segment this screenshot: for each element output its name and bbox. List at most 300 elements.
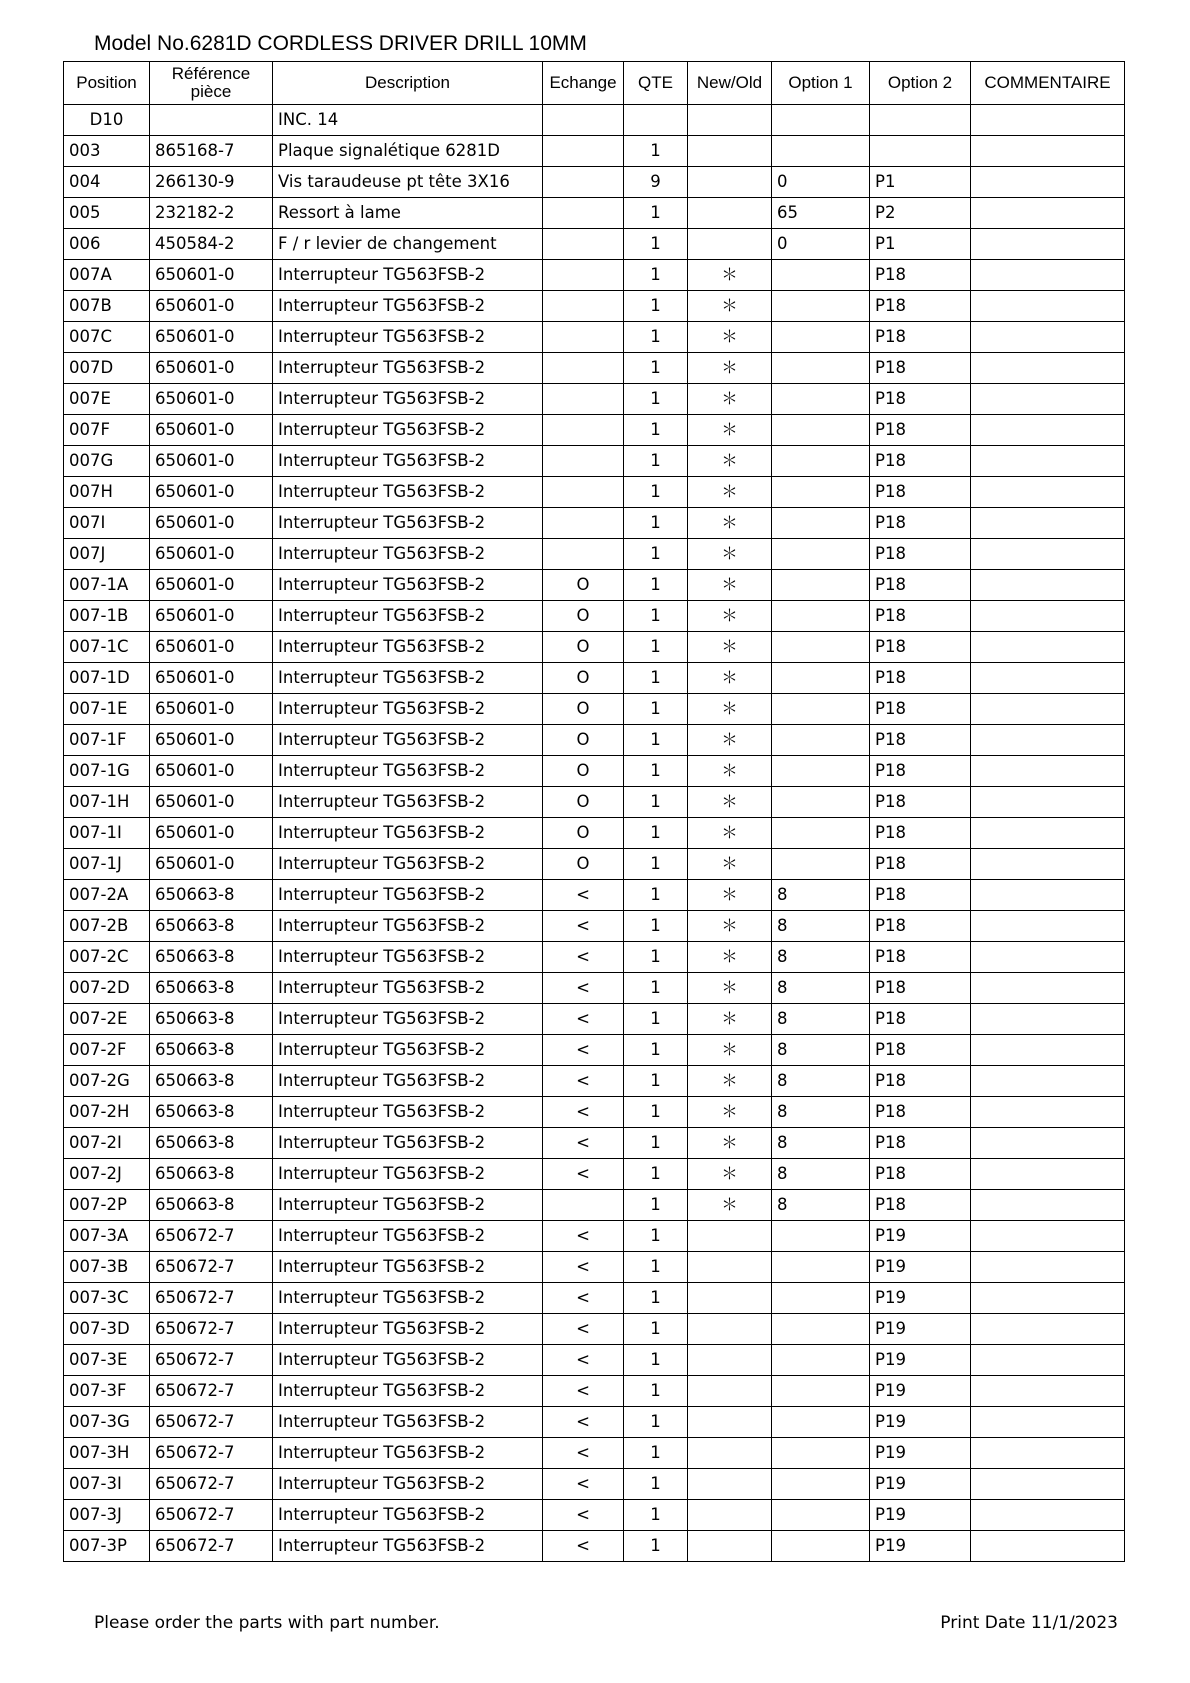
cell-reference: 650663-8 [150, 911, 273, 942]
cell-option2: P18 [870, 353, 971, 384]
cell-echange: O [543, 818, 624, 849]
cell-new-old [688, 1376, 772, 1407]
cell-reference: 650672-7 [150, 1221, 273, 1252]
cell-position: 007I [64, 508, 150, 539]
cell-commentaire [971, 787, 1125, 818]
cell-reference: 650672-7 [150, 1314, 273, 1345]
cell-description: Interrupteur TG563FSB-2 [273, 1097, 543, 1128]
order-note: Please order the parts with part number. [94, 1613, 440, 1633]
cell-description: Plaque signalétique 6281D [273, 136, 543, 167]
cell-description: Interrupteur TG563FSB-2 [273, 446, 543, 477]
cell-qte: 1 [624, 632, 688, 663]
cell-position: 007-1F [64, 725, 150, 756]
cell-option2 [870, 136, 971, 167]
cell-reference: 450584-2 [150, 229, 273, 260]
cell-reference: 650601-0 [150, 663, 273, 694]
cell-new-old: ＊ [688, 291, 772, 322]
cell-commentaire [971, 942, 1125, 973]
cell-new-old: ＊ [688, 694, 772, 725]
cell-new-old: ＊ [688, 322, 772, 353]
cell-option1 [772, 570, 870, 601]
cell-option2: P18 [870, 291, 971, 322]
cell-commentaire [971, 1407, 1125, 1438]
cell-new-old: ＊ [688, 1097, 772, 1128]
cell-position: 007-2F [64, 1035, 150, 1066]
cell-qte: 1 [624, 1283, 688, 1314]
cell-commentaire [971, 880, 1125, 911]
cell-commentaire [971, 973, 1125, 1004]
cell-qte: 1 [624, 1066, 688, 1097]
cell-option1 [772, 1221, 870, 1252]
cell-description: Interrupteur TG563FSB-2 [273, 694, 543, 725]
cell-commentaire [971, 477, 1125, 508]
cell-commentaire [971, 849, 1125, 880]
cell-description: Interrupteur TG563FSB-2 [273, 353, 543, 384]
cell-option1 [772, 384, 870, 415]
cell-reference: 650663-8 [150, 942, 273, 973]
cell-echange: < [543, 973, 624, 1004]
table-row [64, 942, 1125, 973]
cell-option2: P18 [870, 973, 971, 1004]
cell-description: Interrupteur TG563FSB-2 [273, 756, 543, 787]
cell-option1 [772, 756, 870, 787]
cell-commentaire [971, 136, 1125, 167]
cell-qte: 1 [624, 1252, 688, 1283]
cell-option1 [772, 353, 870, 384]
cell-reference: 650663-8 [150, 1097, 273, 1128]
column-header-qte: QTE [624, 62, 688, 105]
cell-option2: P19 [870, 1438, 971, 1469]
cell-qte: 1 [624, 1376, 688, 1407]
table-row [64, 880, 1125, 911]
cell-echange [543, 136, 624, 167]
cell-qte: 1 [624, 477, 688, 508]
cell-description: INC. 14 [273, 105, 543, 136]
cell-qte: 1 [624, 198, 688, 229]
cell-option2: P18 [870, 1190, 971, 1221]
cell-echange: < [543, 1097, 624, 1128]
cell-position: 007F [64, 415, 150, 446]
cell-position: 007J [64, 539, 150, 570]
cell-option2: P18 [870, 911, 971, 942]
cell-echange [543, 322, 624, 353]
table-row [64, 1531, 1125, 1562]
cell-echange [543, 353, 624, 384]
cell-position: D10 [64, 105, 150, 136]
cell-option2: P18 [870, 942, 971, 973]
cell-qte: 1 [624, 1314, 688, 1345]
cell-qte: 1 [624, 942, 688, 973]
table-row [64, 105, 1125, 136]
table-row [64, 1345, 1125, 1376]
table-row [64, 508, 1125, 539]
cell-new-old [688, 1469, 772, 1500]
cell-commentaire [971, 1128, 1125, 1159]
cell-position: 007B [64, 291, 150, 322]
cell-option1 [772, 725, 870, 756]
cell-option2: P18 [870, 384, 971, 415]
cell-description: Interrupteur TG563FSB-2 [273, 1438, 543, 1469]
cell-position: 007-3A [64, 1221, 150, 1252]
cell-echange: O [543, 570, 624, 601]
cell-echange [543, 105, 624, 136]
cell-commentaire [971, 1376, 1125, 1407]
cell-echange [543, 229, 624, 260]
cell-new-old: ＊ [688, 1159, 772, 1190]
cell-option2: P18 [870, 477, 971, 508]
cell-description: Interrupteur TG563FSB-2 [273, 1066, 543, 1097]
cell-reference: 650601-0 [150, 353, 273, 384]
cell-position: 007-3H [64, 1438, 150, 1469]
cell-commentaire [971, 1469, 1125, 1500]
column-header-reference [150, 62, 273, 105]
cell-echange: < [543, 1128, 624, 1159]
cell-commentaire [971, 694, 1125, 725]
cell-echange [543, 198, 624, 229]
cell-description: Interrupteur TG563FSB-2 [273, 818, 543, 849]
cell-position: 004 [64, 167, 150, 198]
cell-qte: 1 [624, 725, 688, 756]
table-row [64, 384, 1125, 415]
cell-description: Interrupteur TG563FSB-2 [273, 1128, 543, 1159]
cell-qte: 1 [624, 1345, 688, 1376]
cell-description: Interrupteur TG563FSB-2 [273, 1407, 543, 1438]
cell-description: Interrupteur TG563FSB-2 [273, 601, 543, 632]
cell-position: 007-2D [64, 973, 150, 1004]
cell-option2: P18 [870, 570, 971, 601]
cell-new-old: ＊ [688, 353, 772, 384]
cell-option2: P19 [870, 1221, 971, 1252]
cell-position: 005 [64, 198, 150, 229]
cell-option1 [772, 136, 870, 167]
cell-commentaire [971, 1190, 1125, 1221]
cell-qte: 1 [624, 880, 688, 911]
cell-reference: 650672-7 [150, 1252, 273, 1283]
cell-commentaire [971, 198, 1125, 229]
cell-echange: O [543, 725, 624, 756]
cell-position: 007-3B [64, 1252, 150, 1283]
cell-description: Interrupteur TG563FSB-2 [273, 1159, 543, 1190]
table-row [64, 1190, 1125, 1221]
cell-option1 [772, 1283, 870, 1314]
cell-echange [543, 291, 624, 322]
cell-qte: 1 [624, 1035, 688, 1066]
cell-echange: O [543, 756, 624, 787]
cell-reference: 650601-0 [150, 291, 273, 322]
cell-reference: 650672-7 [150, 1500, 273, 1531]
cell-commentaire [971, 322, 1125, 353]
cell-reference: 650672-7 [150, 1407, 273, 1438]
cell-option2: P18 [870, 446, 971, 477]
cell-position: 007-1J [64, 849, 150, 880]
cell-option1 [772, 694, 870, 725]
cell-reference: 650601-0 [150, 260, 273, 291]
cell-new-old: ＊ [688, 756, 772, 787]
cell-commentaire [971, 291, 1125, 322]
column-header-new-old: New/Old [688, 62, 772, 105]
cell-option2: P18 [870, 1066, 971, 1097]
cell-description: Interrupteur TG563FSB-2 [273, 1004, 543, 1035]
table-row [64, 694, 1125, 725]
cell-reference: 650601-0 [150, 322, 273, 353]
table-header-row [64, 62, 1125, 105]
cell-option2: P18 [870, 1035, 971, 1066]
cell-echange: < [543, 1035, 624, 1066]
cell-reference: 650672-7 [150, 1531, 273, 1562]
cell-description: Interrupteur TG563FSB-2 [273, 539, 543, 570]
cell-new-old: ＊ [688, 1004, 772, 1035]
column-header-commentaire: COMMENTAIRE [971, 62, 1125, 105]
cell-echange: < [543, 1345, 624, 1376]
cell-qte: 1 [624, 539, 688, 570]
cell-description: Interrupteur TG563FSB-2 [273, 1376, 543, 1407]
cell-reference: 650672-7 [150, 1345, 273, 1376]
cell-description: Interrupteur TG563FSB-2 [273, 260, 543, 291]
cell-description: Interrupteur TG563FSB-2 [273, 1252, 543, 1283]
cell-description: Interrupteur TG563FSB-2 [273, 942, 543, 973]
cell-qte: 1 [624, 756, 688, 787]
cell-option1 [772, 105, 870, 136]
cell-option1 [772, 1345, 870, 1376]
table-row [64, 477, 1125, 508]
cell-echange: < [543, 1314, 624, 1345]
table-row [64, 725, 1125, 756]
cell-qte: 1 [624, 818, 688, 849]
cell-position: 007-2J [64, 1159, 150, 1190]
cell-commentaire [971, 229, 1125, 260]
cell-option2: P18 [870, 1004, 971, 1035]
cell-echange: < [543, 1469, 624, 1500]
cell-new-old: ＊ [688, 818, 772, 849]
cell-echange: < [543, 1283, 624, 1314]
cell-position: 007-2B [64, 911, 150, 942]
cell-reference: 650601-0 [150, 539, 273, 570]
cell-reference: 650601-0 [150, 725, 273, 756]
table-row [64, 167, 1125, 198]
table-row [64, 1159, 1125, 1190]
cell-commentaire [971, 663, 1125, 694]
cell-description: Interrupteur TG563FSB-2 [273, 725, 543, 756]
cell-qte: 1 [624, 260, 688, 291]
cell-qte [624, 105, 688, 136]
cell-commentaire [971, 911, 1125, 942]
cell-new-old [688, 1314, 772, 1345]
cell-qte: 1 [624, 1128, 688, 1159]
cell-position: 007-3C [64, 1283, 150, 1314]
table-body [64, 105, 1125, 1562]
table-row [64, 1004, 1125, 1035]
cell-new-old [688, 136, 772, 167]
table-row [64, 136, 1125, 167]
cell-echange: O [543, 849, 624, 880]
cell-commentaire [971, 446, 1125, 477]
table-row [64, 1221, 1125, 1252]
cell-description: Interrupteur TG563FSB-2 [273, 1345, 543, 1376]
cell-echange: < [543, 1252, 624, 1283]
table-row [64, 756, 1125, 787]
cell-description: Interrupteur TG563FSB-2 [273, 477, 543, 508]
cell-commentaire [971, 1283, 1125, 1314]
cell-new-old [688, 1345, 772, 1376]
cell-qte: 1 [624, 973, 688, 1004]
cell-qte: 1 [624, 911, 688, 942]
cell-echange [543, 415, 624, 446]
table-row [64, 1252, 1125, 1283]
column-header-option2: Option 2 [870, 62, 971, 105]
table-row [64, 1314, 1125, 1345]
cell-reference: 650601-0 [150, 477, 273, 508]
cell-description: Interrupteur TG563FSB-2 [273, 849, 543, 880]
cell-description: Interrupteur TG563FSB-2 [273, 1035, 543, 1066]
cell-echange [543, 260, 624, 291]
cell-qte: 1 [624, 1469, 688, 1500]
cell-option2: P19 [870, 1252, 971, 1283]
cell-option2: P1 [870, 167, 971, 198]
cell-option1 [772, 1252, 870, 1283]
cell-option1 [772, 539, 870, 570]
cell-position: 007-2E [64, 1004, 150, 1035]
cell-position: 007-2H [64, 1097, 150, 1128]
table-row [64, 911, 1125, 942]
cell-option1: 8 [772, 1097, 870, 1128]
cell-commentaire [971, 353, 1125, 384]
cell-option1 [772, 508, 870, 539]
cell-qte: 1 [624, 1438, 688, 1469]
cell-commentaire [971, 105, 1125, 136]
cell-reference: 650663-8 [150, 1035, 273, 1066]
cell-option2 [870, 105, 971, 136]
cell-option2: P18 [870, 1159, 971, 1190]
cell-option1 [772, 1531, 870, 1562]
cell-reference: 650601-0 [150, 601, 273, 632]
cell-position: 006 [64, 229, 150, 260]
cell-option2: P19 [870, 1283, 971, 1314]
cell-reference: 650672-7 [150, 1283, 273, 1314]
table-row [64, 787, 1125, 818]
cell-option2: P18 [870, 756, 971, 787]
cell-commentaire [971, 1500, 1125, 1531]
cell-position: 007-2I [64, 1128, 150, 1159]
cell-option2: P19 [870, 1469, 971, 1500]
cell-option2: P19 [870, 1531, 971, 1562]
cell-description: Interrupteur TG563FSB-2 [273, 322, 543, 353]
cell-option1: 0 [772, 229, 870, 260]
cell-qte: 1 [624, 570, 688, 601]
cell-reference: 650601-0 [150, 849, 273, 880]
cell-new-old: ＊ [688, 973, 772, 1004]
table-row [64, 291, 1125, 322]
cell-echange: < [543, 880, 624, 911]
cell-description: Vis taraudeuse pt tête 3X16 [273, 167, 543, 198]
cell-option1: 8 [772, 1159, 870, 1190]
cell-reference: 650601-0 [150, 787, 273, 818]
cell-qte: 1 [624, 663, 688, 694]
cell-echange [543, 167, 624, 198]
cell-echange: O [543, 694, 624, 725]
cell-reference: 650601-0 [150, 818, 273, 849]
cell-option1 [772, 1376, 870, 1407]
cell-description: Interrupteur TG563FSB-2 [273, 384, 543, 415]
cell-new-old [688, 1438, 772, 1469]
cell-qte: 1 [624, 508, 688, 539]
cell-option2: P19 [870, 1345, 971, 1376]
cell-echange: < [543, 1221, 624, 1252]
cell-qte: 1 [624, 384, 688, 415]
cell-option2: P18 [870, 322, 971, 353]
cell-reference: 650663-8 [150, 880, 273, 911]
cell-option2: P18 [870, 601, 971, 632]
cell-commentaire [971, 632, 1125, 663]
cell-qte: 1 [624, 136, 688, 167]
cell-option1 [772, 632, 870, 663]
cell-option1 [772, 663, 870, 694]
cell-description: Interrupteur TG563FSB-2 [273, 632, 543, 663]
table-row [64, 1438, 1125, 1469]
cell-echange: O [543, 663, 624, 694]
cell-new-old: ＊ [688, 1128, 772, 1159]
cell-option2: P18 [870, 1097, 971, 1128]
cell-commentaire [971, 756, 1125, 787]
cell-option1: 8 [772, 1190, 870, 1221]
cell-option2: P18 [870, 1128, 971, 1159]
cell-qte: 1 [624, 694, 688, 725]
cell-description: Interrupteur TG563FSB-2 [273, 1283, 543, 1314]
cell-new-old: ＊ [688, 539, 772, 570]
cell-commentaire [971, 1097, 1125, 1128]
table-row [64, 1035, 1125, 1066]
cell-new-old: ＊ [688, 663, 772, 694]
cell-description: Interrupteur TG563FSB-2 [273, 508, 543, 539]
table-row [64, 632, 1125, 663]
cell-new-old: ＊ [688, 911, 772, 942]
cell-new-old: ＊ [688, 570, 772, 601]
cell-position: 007-1B [64, 601, 150, 632]
cell-option1 [772, 1438, 870, 1469]
cell-echange: O [543, 632, 624, 663]
cell-description: Interrupteur TG563FSB-2 [273, 880, 543, 911]
cell-echange: < [543, 1500, 624, 1531]
table-row [64, 1066, 1125, 1097]
cell-new-old [688, 229, 772, 260]
cell-position: 007-1A [64, 570, 150, 601]
cell-position: 007-2A [64, 880, 150, 911]
cell-option2: P19 [870, 1500, 971, 1531]
cell-qte: 1 [624, 291, 688, 322]
cell-option1: 8 [772, 1035, 870, 1066]
cell-new-old [688, 1500, 772, 1531]
parts-table [63, 61, 1125, 1562]
cell-new-old: ＊ [688, 725, 772, 756]
table-row [64, 1469, 1125, 1500]
cell-option2: P2 [870, 198, 971, 229]
cell-commentaire [971, 260, 1125, 291]
cell-reference: 650663-8 [150, 1159, 273, 1190]
table-row [64, 1128, 1125, 1159]
table-row [64, 663, 1125, 694]
cell-new-old [688, 1407, 772, 1438]
cell-option1 [772, 1407, 870, 1438]
cell-position: 007-3D [64, 1314, 150, 1345]
cell-new-old: ＊ [688, 1066, 772, 1097]
cell-option1 [772, 1314, 870, 1345]
cell-option1 [772, 849, 870, 880]
cell-commentaire [971, 1159, 1125, 1190]
table-row [64, 1097, 1125, 1128]
column-header-option1: Option 1 [772, 62, 870, 105]
cell-qte: 1 [624, 415, 688, 446]
cell-new-old [688, 1221, 772, 1252]
cell-description: Interrupteur TG563FSB-2 [273, 911, 543, 942]
